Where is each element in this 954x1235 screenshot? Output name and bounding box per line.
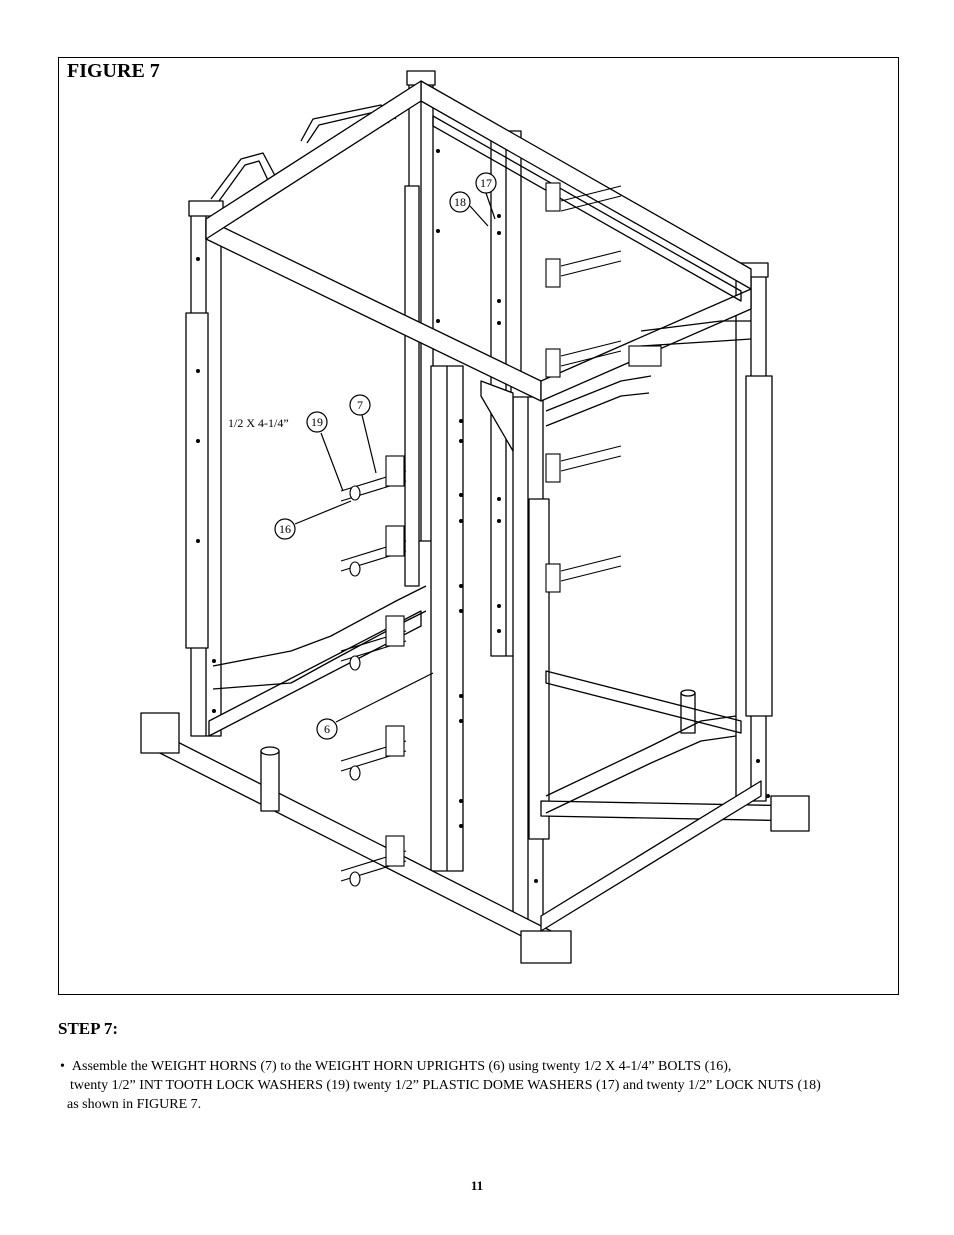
instruction-line-2: twenty 1/2” INT TOOTH LOCK WASHERS (19) twenty 1/2” PLASTIC DOME WASHERS (17) and twenty 1/2” LOCK NUTS (18)	[70, 1078, 821, 1093]
leader-16	[295, 501, 351, 524]
leader-7	[362, 415, 376, 473]
instruction-line-3: as shown in FIGURE 7.	[67, 1097, 202, 1112]
left-foot	[141, 713, 179, 753]
weight-horn-2	[341, 526, 406, 576]
step-instructions	[58, 1057, 898, 1114]
callout-18: 18	[454, 195, 466, 209]
instruction-line-1	[58, 1057, 898, 1076]
storage-post-left	[261, 751, 279, 811]
lower-brace	[546, 671, 741, 733]
label-plate	[629, 346, 661, 366]
callout-6: 6	[324, 722, 330, 736]
leader-6	[336, 673, 433, 722]
right-handle	[546, 716, 736, 796]
figure-frame	[58, 57, 899, 995]
callout-16: 16	[279, 522, 291, 536]
bolt-size-label: 1/2 X 4-1/4”	[228, 416, 289, 430]
instruction-line-1-text: Assemble the WEIGHT HORNS (7) to the WEIGHT HORN UPRIGHTS (6) using twenty 1/2 X 4-1/4” BOLTS (16),	[71, 1059, 732, 1074]
rear-weight-horn-5	[546, 556, 621, 592]
page-number: 11	[470, 1178, 484, 1193]
callout-19: 19	[311, 415, 323, 429]
bullet: •	[60, 1059, 65, 1074]
inner-brace	[433, 116, 741, 301]
step-heading: STEP 7:	[58, 1019, 118, 1038]
top-side-left	[206, 81, 421, 239]
leader-19	[321, 433, 343, 491]
callout-7: 7	[357, 398, 363, 412]
assembly-diagram	[59, 58, 898, 994]
base-right-rail	[541, 801, 806, 821]
figure-title: FIGURE 7	[67, 60, 160, 82]
weight-horn-4	[341, 726, 406, 780]
leader-18	[470, 206, 488, 226]
front-foot	[521, 931, 571, 963]
callout-17: 17	[480, 176, 492, 190]
top-side-right	[541, 289, 751, 401]
right-foot	[771, 796, 809, 831]
top-crossmember-back	[421, 81, 751, 289]
base-left-rail	[146, 726, 561, 956]
rear-weight-horn-2	[546, 251, 621, 287]
rear-weight-horn-4	[546, 446, 621, 482]
